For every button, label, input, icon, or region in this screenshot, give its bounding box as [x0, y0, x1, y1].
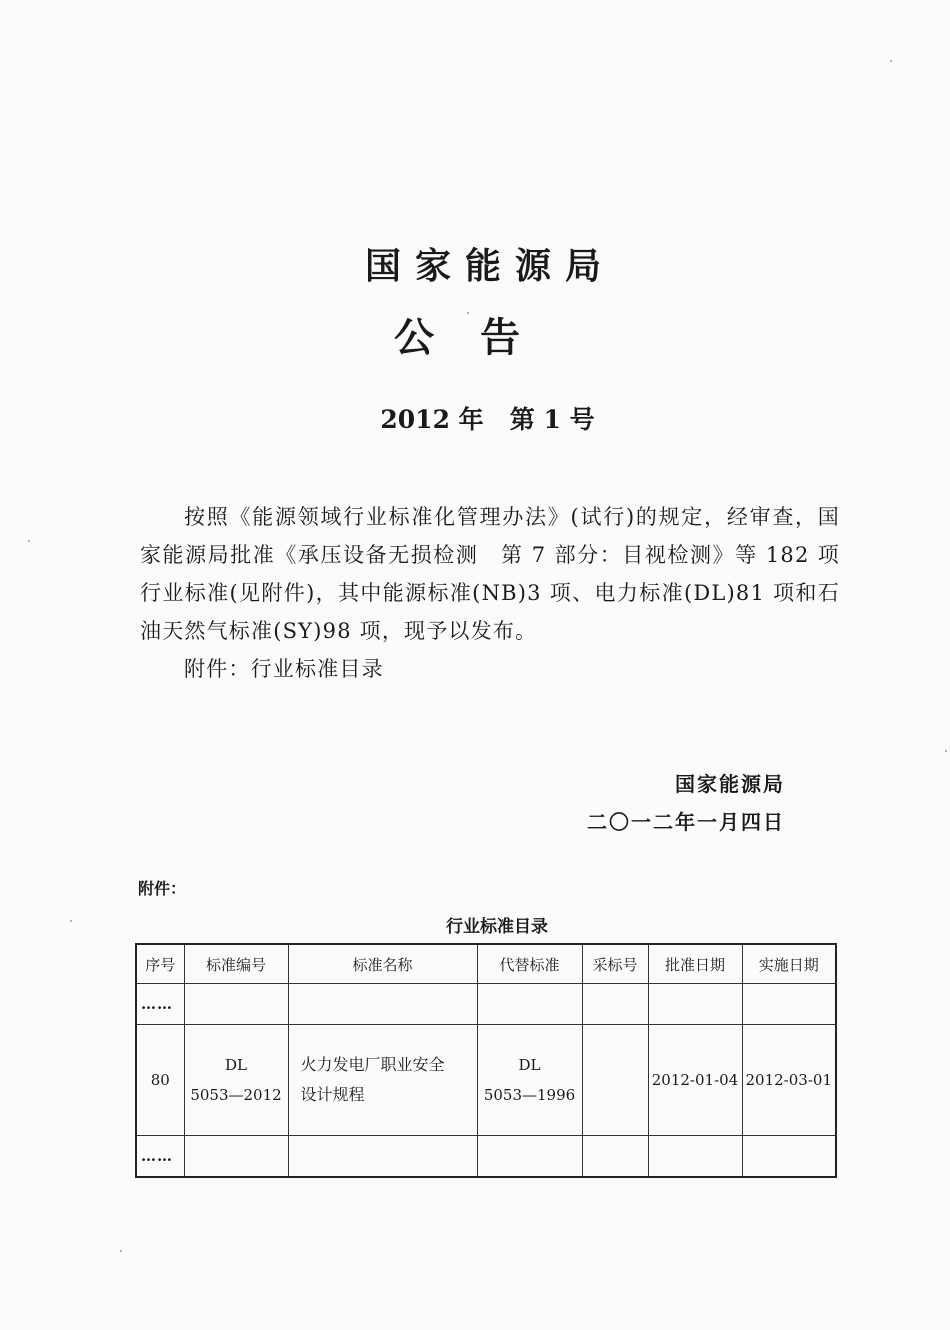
code-line: 5053—2012 — [190, 1086, 282, 1104]
column-header: 序号 — [136, 944, 184, 984]
org-title: 国家能源局 — [364, 246, 615, 287]
table-title: 行业标准目录 — [446, 917, 548, 937]
code-cell — [184, 1025, 288, 1136]
table-row-ellipsis — [136, 984, 836, 1025]
signature-date: 二〇一二年一月四日 — [587, 810, 785, 834]
scan-speck — [467, 312, 469, 314]
replace-line: DL — [518, 1056, 541, 1074]
announcement-body — [140, 498, 840, 688]
standards-table — [135, 943, 837, 1178]
scan-speck — [890, 60, 892, 62]
replace-line: 5053—1996 — [483, 1086, 576, 1104]
column-header: 采标号 — [582, 944, 648, 984]
table-header-row — [136, 944, 836, 984]
attachment-label: 附件： — [138, 879, 187, 898]
announcement-paragraph: 按照《能源领域行业标准化管理办法》(试行)的规定，经审查，国家能源局批准《承压设备无损检测 第 7 部分：目视检测》等 182 项行业标准(见附件)，其中能源标准(NB)3 项、电力标准(DL)81 项和石油天然气标准(SY)98 项，现予以发布。 — [140, 505, 840, 643]
column-header: 实施日期 — [742, 944, 836, 984]
adopt-cell — [582, 1025, 648, 1136]
scan-speck — [945, 750, 947, 752]
column-header: 标准编号 — [184, 944, 288, 984]
column-header: 批准日期 — [648, 944, 742, 984]
doc-type-title: 公告 — [394, 315, 566, 361]
code-line: DL — [225, 1056, 247, 1074]
column-header: 标准名称 — [288, 944, 477, 984]
signature-org: 国家能源局 — [675, 772, 785, 796]
column-header: 代替标准 — [477, 944, 582, 984]
table-row — [136, 1025, 836, 1136]
seq-cell: 80 — [136, 1025, 184, 1136]
ellipsis-cell: …… — [136, 984, 184, 1025]
scan-speck — [120, 1250, 122, 1252]
effective-date-cell: 2012-03-01 — [742, 1025, 836, 1136]
name-line: 火力发电厂职业安全 — [300, 1055, 445, 1074]
attachment-reference: 附件：行业标准目录 — [184, 657, 384, 681]
doc-number: 2012 年 第 1 号 — [380, 405, 595, 434]
approve-date-cell: 2012-01-04 — [648, 1025, 742, 1136]
replace-cell — [477, 1025, 582, 1136]
name-cell — [288, 1025, 477, 1136]
scan-speck — [28, 540, 30, 542]
table-row-ellipsis — [136, 1136, 836, 1178]
name-line: 设计规程 — [300, 1085, 365, 1104]
ellipsis-cell: …… — [136, 1136, 184, 1178]
scan-speck — [70, 920, 72, 922]
